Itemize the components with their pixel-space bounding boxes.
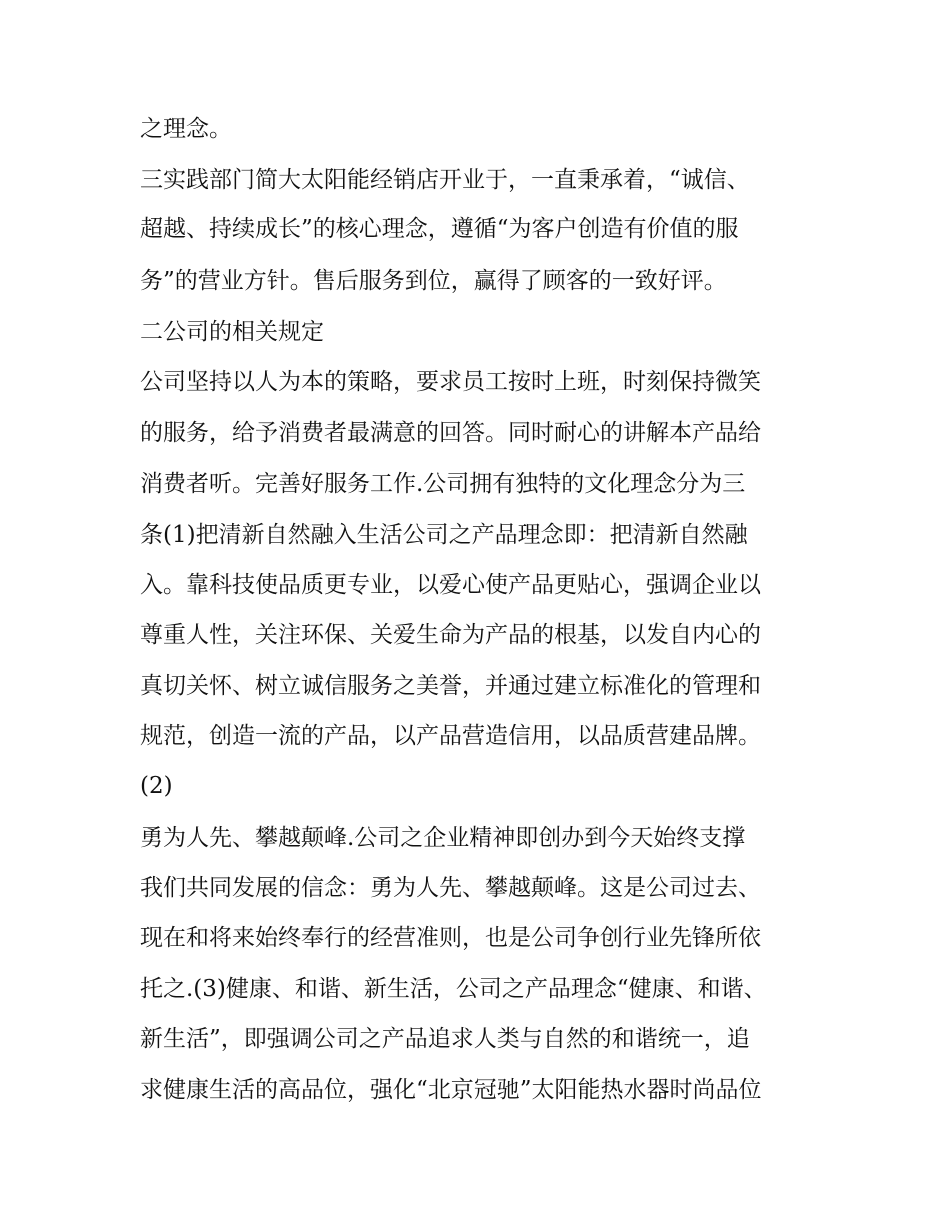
text-line: 新生活”，即强调公司之产品追求人类与自然的和谐统一，追 <box>140 1026 750 1052</box>
text-line: 条(1)把清新自然融入生活公司之产品理念即：把清新自然融 <box>140 522 748 548</box>
text-line: 求健康生活的高品位，强化“北京冠驰”太阳能热水器时尚品位 <box>140 1077 762 1103</box>
text-line: 公司坚持以人为本的策略，要求员工按时上班，时刻保持微笑 <box>140 369 761 395</box>
text-line: 的服务，给予消费者最满意的回答。同时耐心的讲解本产品给 <box>140 420 761 446</box>
text-line: (2) <box>140 773 173 799</box>
text-line: 真切关怀、树立诚信服务之美誉，并通过建立标准化的管理和 <box>140 673 761 699</box>
text-line: 托之.(3)健康、和谐、新生活，公司之产品理念“健康、和谐、 <box>140 976 767 1002</box>
text-line: 规范，创造一流的产品，以产品营造信用，以品质营建品牌。 <box>140 723 761 749</box>
text-line: 超越、持续成长”的核心理念，遵循“为客户创造有价值的服 <box>140 216 739 242</box>
text-line: 消费者听。完善好服务工作.公司拥有独特的文化理念分为三 <box>140 471 746 497</box>
text-line: 现在和将来始终奉行的经营准则，也是公司争创行业先锋所依 <box>140 925 761 951</box>
text-line: 我们共同发展的信念：勇为人先、攀越颠峰。这是公司过去、 <box>140 875 761 901</box>
text-line: 勇为人先、攀越颠峰.公司之企业精神即创办到今天始终支撑 <box>140 825 746 851</box>
text-line: 务”的营业方针。售后服务到位，赢得了顾客的一致好评。 <box>140 268 727 294</box>
text-line: 三实践部门简大太阳能经销店开业于，一直秉承着，“诚信、 <box>140 167 750 193</box>
text-line: 尊重人性，关注环保、关爱生命为产品的根基，以发自内心的 <box>140 622 761 648</box>
text-line: 之理念。 <box>140 116 232 142</box>
text-line: 入。靠科技使品质更专业，以爱心使产品更贴心，强调企业以 <box>140 572 761 598</box>
section-heading: 二公司的相关规定 <box>140 319 324 345</box>
